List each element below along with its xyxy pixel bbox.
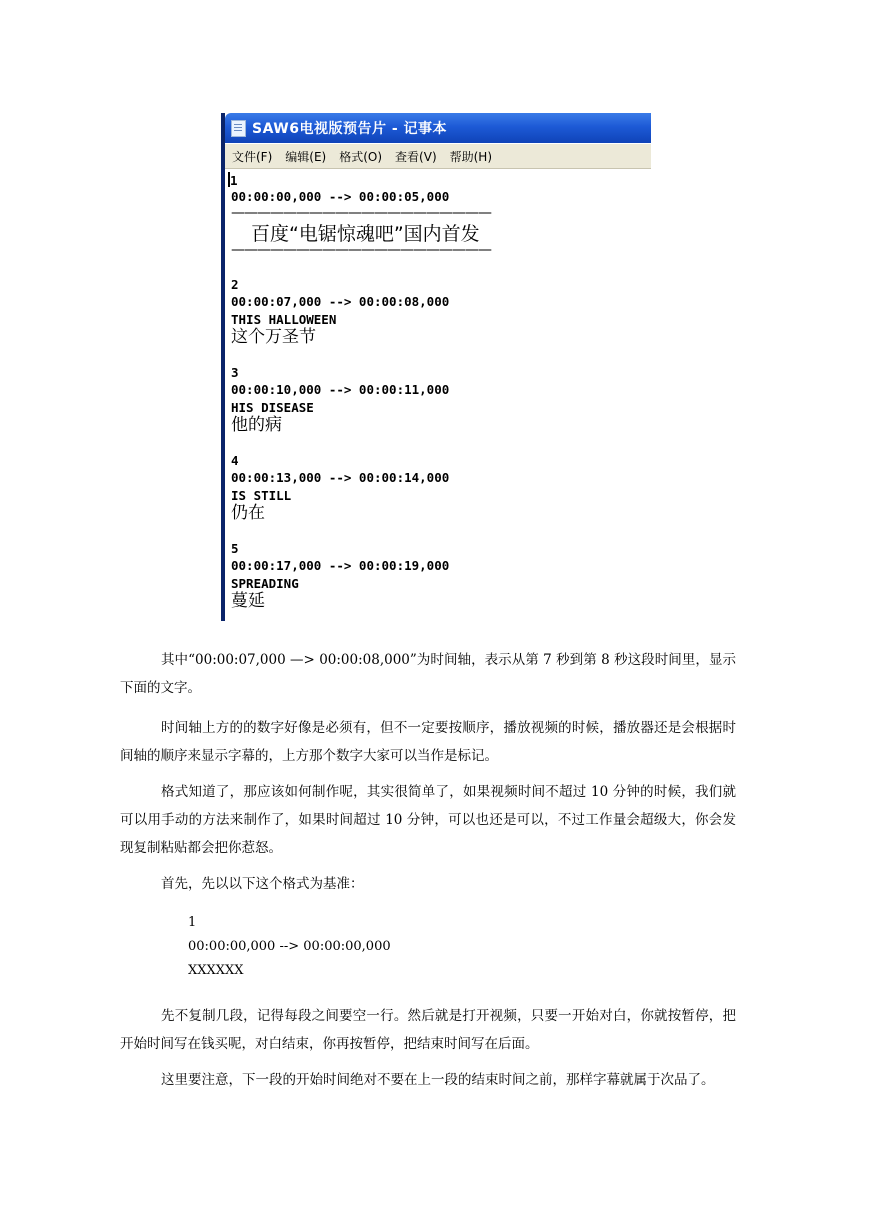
subtitle-rule-top: ———————————————————— (231, 205, 491, 221)
subtitle-time: 00:00:13,000 --> 00:00:14,000 (231, 470, 450, 485)
paragraph-index-note: 时间轴上方的的数字好像是必须有，但不一定要按顺序，播放视频的时候，播放器还是会根据时间轴的顺序来显示字幕的，上方那个数字大家可以当作是标记。 (120, 720, 736, 764)
subtitle-time: 00:00:07,000 --> 00:00:08,000 (231, 294, 450, 309)
subtitle-cn: 他的病 (231, 415, 282, 435)
menu-file[interactable]: 文件(F) (232, 149, 273, 164)
subtitle-index: 2 (231, 277, 239, 292)
subtitle-rule-bottom: ———————————————————— (231, 242, 491, 258)
menu-view[interactable]: 查看(V) (395, 149, 437, 164)
subtitle-en: IS STILL (231, 488, 292, 503)
subtitle-text: 百度“电锯惊魂吧”国内首发 (251, 223, 480, 245)
subtitle-en: HIS DISEASE (231, 400, 314, 415)
subtitle-cn: 蔓延 (231, 591, 265, 611)
subtitle-time: 00:00:17,000 --> 00:00:19,000 (231, 558, 450, 573)
menu-format[interactable]: 格式(O) (339, 149, 383, 164)
paragraph-first-step: 首先，先以以下这个格式为基准： (161, 876, 364, 892)
notepad-menu-bar (225, 144, 651, 169)
notepad-icon (231, 120, 246, 137)
paragraph-timeline-explanation: 其中“00:00:07,000 —> 00:00:08,000”为时间轴，表示从第 7 秒到第 8 秒这段时间里，显示下面的文字。 (120, 652, 736, 696)
notepad-title-bar (225, 113, 651, 143)
notepad-text-area[interactable] (231, 172, 651, 621)
subtitle-index: 4 (231, 453, 239, 468)
template-index: 1 (188, 915, 197, 930)
subtitle-index: 5 (231, 541, 239, 556)
subtitle-index: 1 (230, 173, 238, 188)
subtitle-index: 3 (231, 365, 239, 380)
template-time: 00:00:00,000 --> 00:00:00,000 (188, 939, 391, 954)
notepad-screenshot (221, 113, 651, 621)
template-text: XXXXXX (188, 963, 244, 978)
menu-help[interactable]: 帮助(H) (449, 149, 493, 164)
paragraph-format-howto: 格式知道了，那应该如何制作呢，其实很简单了，如果视频时间不超过 10 分钟的时候，我们就可以用手动的方法来制作了，如果时间超过 10 分钟，可以也还是可以，不过工作量会超级大，你会发现复制粘贴都会把你惹怒。 (120, 784, 736, 856)
menu-edit[interactable]: 编辑(E) (285, 149, 327, 164)
subtitle-cn: 仍在 (231, 503, 265, 523)
subtitle-en: SPREADING (231, 576, 299, 591)
subtitle-time: 00:00:00,000 --> 00:00:05,000 (231, 189, 450, 204)
subtitle-time: 00:00:10,000 --> 00:00:11,000 (231, 382, 450, 397)
subtitle-en: THIS HALLOWEEN (231, 312, 337, 327)
paragraph-procedure: 先不复制几段，记得每段之间要空一行。然后就是打开视频，只要一开始对白，你就按暂停，把开始时间写在钱买呢，对白结束，你再按暂停，把结束时间写在后面。 (120, 1008, 736, 1052)
notepad-title: SAW6电视版预告片 - 记事本 (252, 121, 448, 137)
paragraph-warning: 这里要注意，下一段的开始时间绝对不要在上一段的结束时间之前，那样字幕就属于次品了。 (161, 1072, 715, 1088)
subtitle-cn: 这个万圣节 (231, 327, 316, 347)
